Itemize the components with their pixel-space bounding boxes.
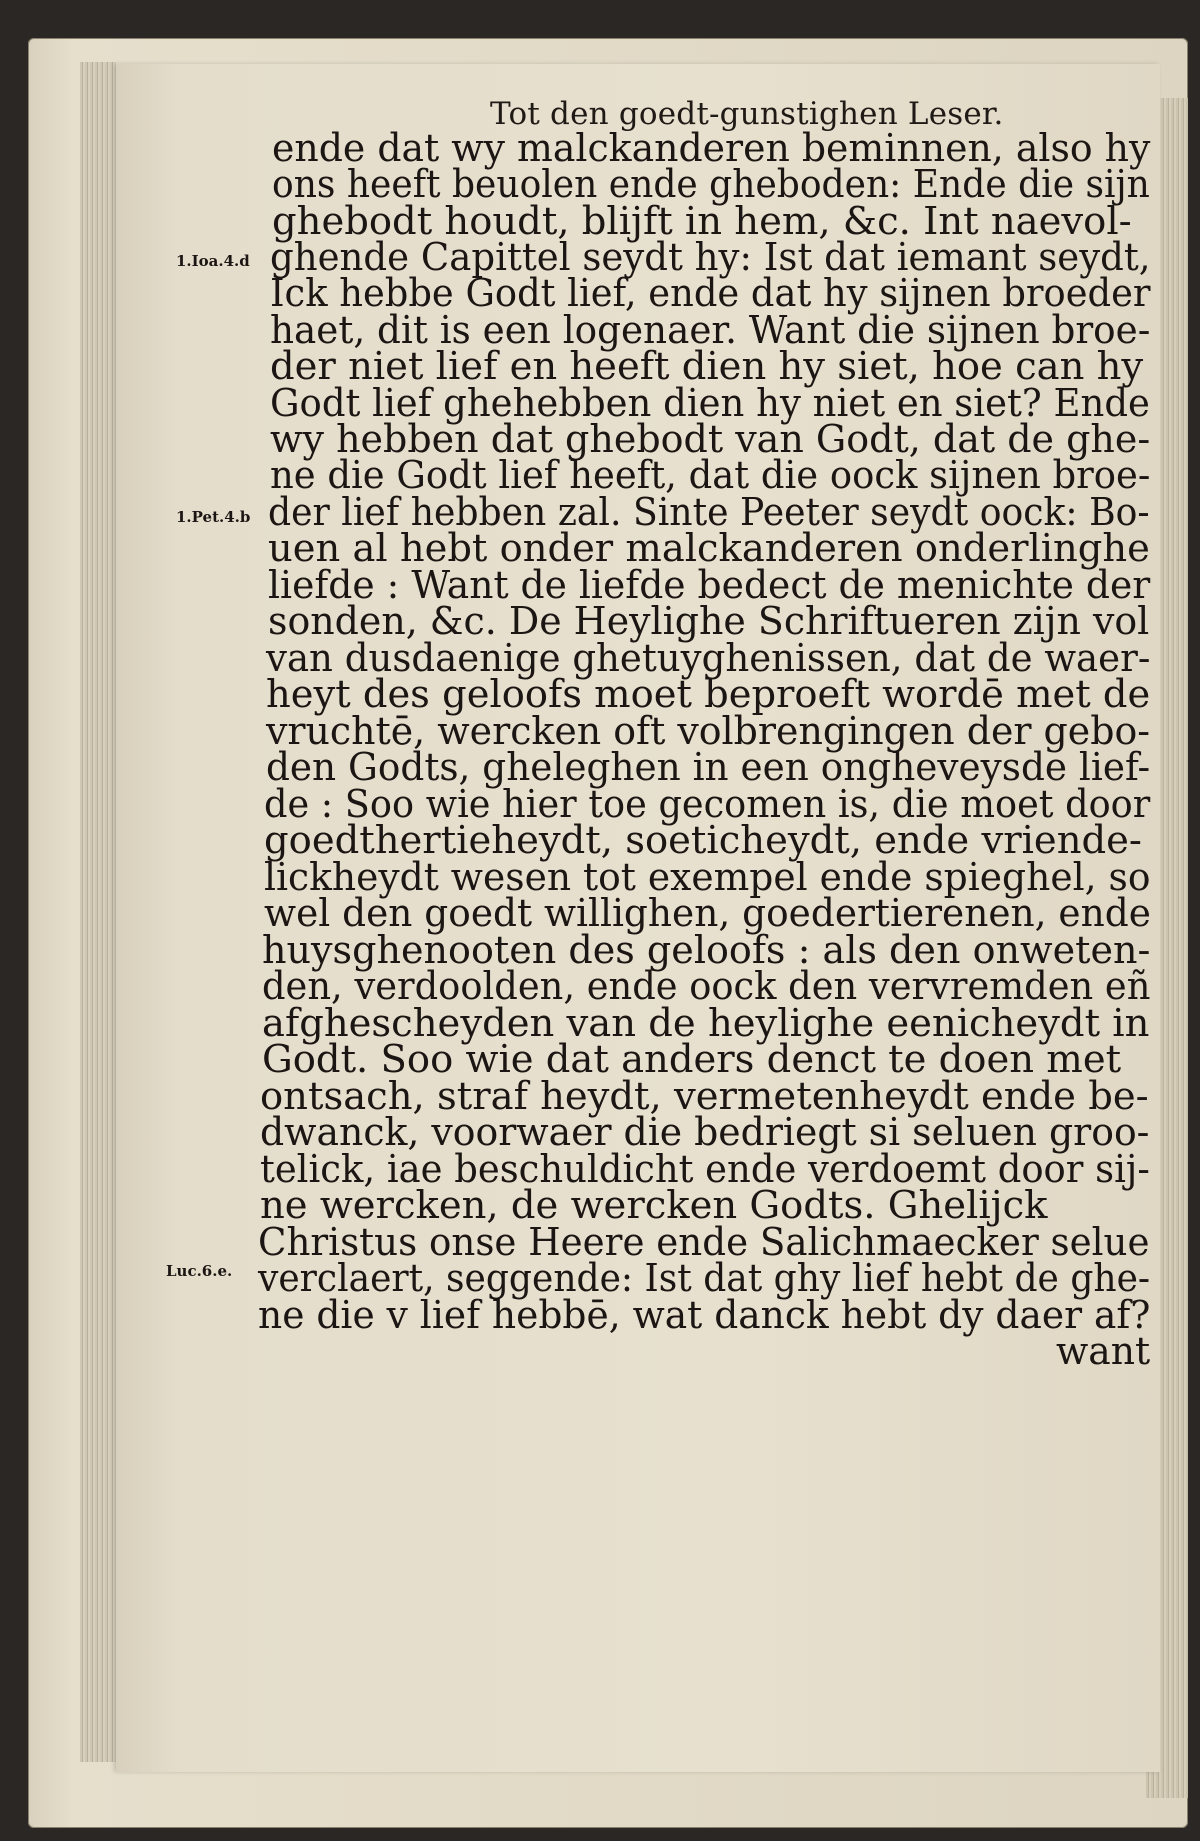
text-line: huysghenooten des geloofs : als den onweten- <box>262 928 1151 973</box>
text-line: den, verdoolden, ende oock den vervremden eñ <box>262 964 1151 1009</box>
text-line: ende dat wy malckanderen beminnen, also hy <box>272 126 1151 171</box>
text-line: Christus onse Heere ende Salichmaecker selue <box>258 1220 1150 1265</box>
text-line: de : Soo wie hier toe gecomen is, die moet door <box>264 782 1151 827</box>
text-line: der niet lief en heeft dien hy siet, hoe can hy <box>270 344 1144 389</box>
text-line: Godt. Soo wie dat anders denct te doen met <box>262 1037 1122 1082</box>
margin-note: Luc.6.e. <box>166 1262 233 1280</box>
catchword: want <box>1056 1329 1151 1374</box>
text-line: liefde : Want de liefde bedect de menichte der <box>268 563 1151 608</box>
text-line: Godt lief ghehebben dien hy niet en siet? Ende <box>270 381 1150 426</box>
text-line: vruchtē, wercken oft volbrengingen der gebo- <box>266 709 1151 754</box>
text-line: van dusdaenige ghetuyghenissen, dat de waer- <box>266 636 1151 681</box>
text-line: Ick hebbe Godt lief, ende dat hy sijnen broeder <box>270 271 1151 316</box>
text-line: heyt des geloofs moet beproeft wordē met de <box>266 672 1151 717</box>
text-line: ontsach, straf heydt, vermetenheydt ende be- <box>260 1074 1149 1119</box>
text-line: uen al hebt onder malckanderen onderlinghe <box>268 526 1150 571</box>
margin-note: 1.Ioa.4.d <box>176 252 250 270</box>
text-line: ne die v lief hebbē, wat danck hebt dy daer af? <box>258 1293 1151 1338</box>
text-line: sonden, &c. De Heylighe Schriftueren zijn vol <box>268 599 1150 644</box>
text-line: ne wercken, de wercken Godts. Ghelijck <box>260 1183 1048 1228</box>
text-line: haet, dit is een logenaer. Want die sijnen broe- <box>270 308 1151 353</box>
margin-note: 1.Pet.4.b <box>176 508 251 526</box>
text-line: der lief hebben zal. Sinte Peeter seydt oock: Bo- <box>268 490 1150 535</box>
text-line: telick, iae beschuldicht ende verdoemt door sij- <box>260 1147 1150 1192</box>
text-line: lickheydt wesen tot exempel ende spieghel, so <box>264 855 1151 900</box>
text-line: wy hebben dat ghebodt van Godt, dat de ghe- <box>270 417 1151 462</box>
text-line: wel den goedt willighen, goedertierenen, ende <box>264 891 1151 936</box>
text-line: dwanck, voorwaer die bedriegt si seluen groo- <box>260 1110 1150 1155</box>
text-line: ne die Godt lief heeft, dat die oock sijnen broe- <box>270 453 1151 498</box>
text-line: ons heeft beuolen ende gheboden: Ende die sijn <box>272 162 1150 207</box>
text-line: ghebodt houdt, blijft in hem, &c. Int naevol- <box>272 199 1132 244</box>
text-line: ghende Capittel seydt hy: Ist dat iemant seydt, <box>270 235 1151 280</box>
text-line: den Godts, gheleghen in een ongheveysde lief- <box>266 745 1151 790</box>
running-header: Tot den goedt-gunstighen Leser. <box>490 96 1004 132</box>
text-line: goedthertieheydt, soeticheydt, ende vriende- <box>264 818 1142 863</box>
text-line: afghescheyden van de heylighe eenicheydt in <box>262 1001 1150 1046</box>
text-line: verclaert, seggende: Ist dat ghy lief hebt de ghe- <box>258 1256 1151 1301</box>
